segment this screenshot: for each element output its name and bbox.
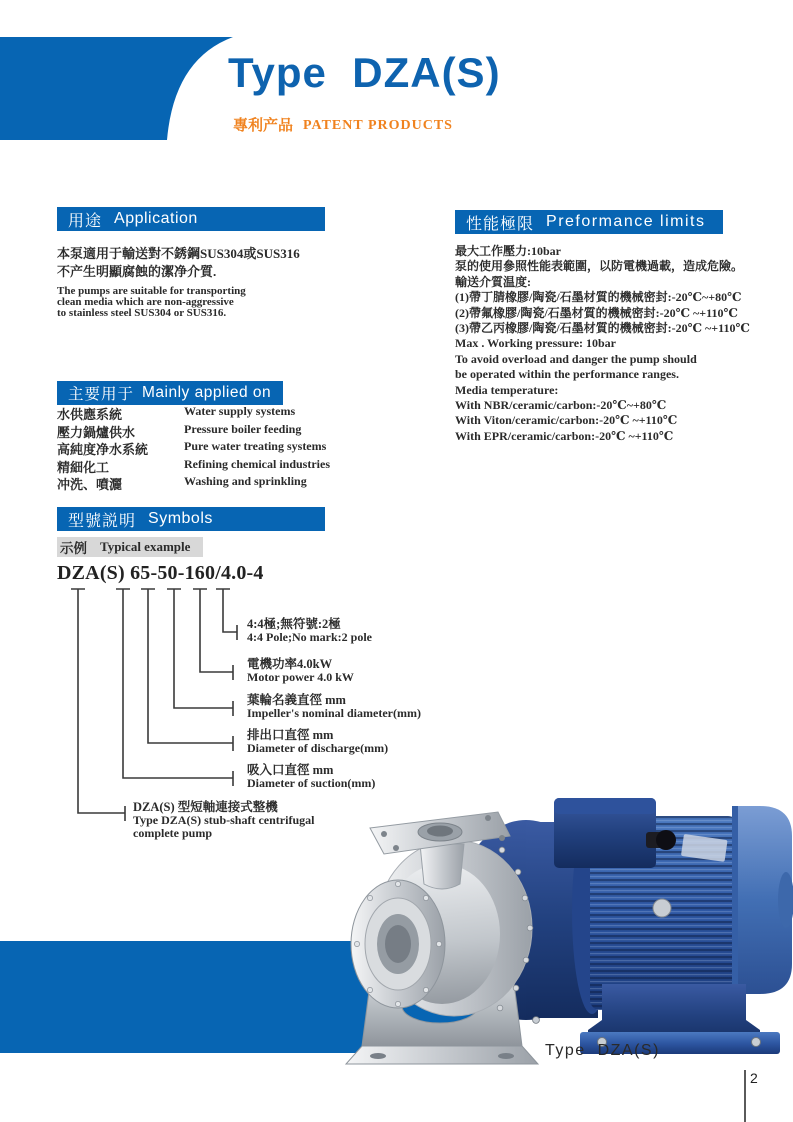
section-header-performance (455, 210, 723, 234)
junction-box-lid (554, 798, 656, 814)
applied-row (57, 439, 397, 457)
applied-header-en: Mainly applied on (142, 384, 272, 401)
callout-cn: DZA(S) 型短軸連接式整機 (133, 800, 278, 814)
callout-cn: 葉輪名義直徑 mm (247, 693, 346, 707)
patent-label-cn: 專利产品 (233, 118, 294, 134)
performance-text (455, 244, 790, 444)
performance-line: 輸送介質温度: (455, 274, 531, 289)
applied-en: Washing and sprinkling (184, 474, 307, 489)
callout-en: Impeller's nominal diameter(mm) (247, 706, 421, 721)
pump-photo (340, 788, 793, 1080)
section-header-application (57, 207, 325, 231)
callout-en: 4:4 Pole;No mark:2 pole (247, 630, 372, 645)
performance-line: (2)帶氟橡膠/陶瓷/石墨材質的機械密封:-20℃ ~+110℃ (455, 305, 738, 320)
performance-line: (1)帶丁腈橡膠/陶瓷/石墨材質的機械密封:-20℃~+80℃ (455, 290, 742, 305)
callout-en: Diameter of suction(mm) (247, 776, 376, 791)
performance-line: Media temperature: (455, 382, 559, 397)
typical-example-label (57, 537, 203, 557)
applied-row (57, 404, 397, 422)
callout-impeller-diameter (247, 694, 421, 720)
performance-line: 泵的使用參照性能表範圍，以防電機過載，造成危險。 (455, 259, 744, 274)
section-header-applied (57, 381, 283, 405)
callout-suction-diameter (247, 764, 375, 790)
applied-row (57, 422, 397, 440)
callout-pump-type (133, 801, 314, 841)
callout-discharge-diameter (247, 729, 388, 755)
applied-en: Refining chemical industries (184, 456, 330, 471)
application-line: clean media which are non-aggressive (57, 296, 234, 309)
discharge-pipe (420, 844, 464, 889)
application-line: The pumps are suitable for transporting (57, 285, 246, 297)
page-title: Type DZA(S) (228, 49, 501, 96)
applied-list (57, 404, 397, 492)
applied-row (57, 457, 397, 475)
callout-pole (247, 618, 372, 644)
symbols-header-cn: 型號説明 (68, 512, 137, 530)
callout-cn: 4:4極;無符號:2極 (247, 617, 341, 631)
application-text-cn (57, 245, 357, 281)
section-header-symbols (57, 507, 325, 531)
performance-line: (3)帶乙丙橡膠/陶瓷/石墨材質的機械密封:-20℃ ~+110℃ (455, 321, 750, 336)
example-label-cn: 示例 (60, 541, 87, 556)
performance-line: With Viton/ceramic/carbon:-20℃ ~+110℃ (455, 413, 678, 428)
application-line: 本泵適用于輸送對不銹鋼SUS304或SUS316 (57, 246, 300, 261)
applied-en: Pure water treating systems (184, 439, 327, 454)
stand-slot (498, 1053, 514, 1059)
discharge-bore (427, 826, 453, 837)
pump-caption: Type DZA(S) (545, 1042, 660, 1059)
performance-line: With EPR/ceramic/carbon:-20℃ ~+110℃ (455, 428, 674, 443)
applied-row (57, 474, 397, 492)
applied-en: Pressure boiler feeding (184, 421, 302, 436)
performance-line: Max . Working pressure: 10bar (455, 336, 617, 351)
page-number: 2 (750, 1070, 758, 1086)
callout-cn: 吸入口直徑 mm (247, 763, 334, 777)
applied-cn: 冲洗、噴灑 (57, 477, 123, 493)
page-number-rule (744, 1070, 746, 1122)
performance-header-cn: 性能極限 (466, 215, 535, 233)
applied-cn: 壓力鍋爐供水 (57, 424, 136, 440)
callout-en: complete pump (133, 826, 212, 841)
applied-cn: 精細化工 (57, 459, 110, 475)
applied-cn: 水供應系統 (57, 407, 123, 422)
patent-label-en: PATENT PRODUCTS (303, 118, 453, 133)
callout-cn: 排出口直徑 mm (247, 728, 334, 742)
callout-en: Motor power 4.0 kW (247, 670, 354, 685)
applied-en: Water supply systems (184, 404, 296, 418)
stand-slot (370, 1053, 386, 1059)
performance-line: be operated within the performance ranges. (455, 367, 679, 382)
applied-cn: 高純度净水系統 (57, 442, 149, 458)
application-header-cn: 用途 (68, 212, 103, 230)
callout-motor-power (247, 658, 354, 684)
cable-gland (656, 830, 676, 850)
application-header-en: Application (114, 210, 198, 227)
performance-line: To avoid overload and danger the pump should (455, 351, 697, 366)
suction-bore (385, 925, 411, 963)
performance-header-en: Preformance limits (546, 213, 706, 230)
symbols-header-en: Symbols (148, 510, 213, 527)
motor-bolt (653, 899, 671, 917)
base-bolt (752, 1038, 761, 1047)
header-banner-shape (0, 37, 240, 140)
callout-en: Type DZA(S) stub-shaft centrifugal (133, 813, 315, 828)
performance-line: With NBR/ceramic/carbon:-20℃~+80℃ (455, 398, 667, 413)
model-number: DZA(S) 65-50-160/4.0-4 (57, 562, 264, 584)
performance-line: 最大工作壓力:10bar (455, 244, 561, 258)
application-line: to stainless steel SUS304 or SUS316. (57, 307, 227, 320)
example-label-en: Typical example (100, 539, 191, 554)
application-text-en (57, 286, 357, 320)
callout-cn: 電機功率4.0kW (247, 657, 333, 671)
application-line: 不产生明顯腐蝕的潔净介質. (57, 264, 217, 279)
fan-cover-seam (732, 806, 738, 994)
applied-header-cn: 主要用于 (68, 386, 135, 403)
callout-en: Diameter of discharge(mm) (247, 741, 389, 756)
